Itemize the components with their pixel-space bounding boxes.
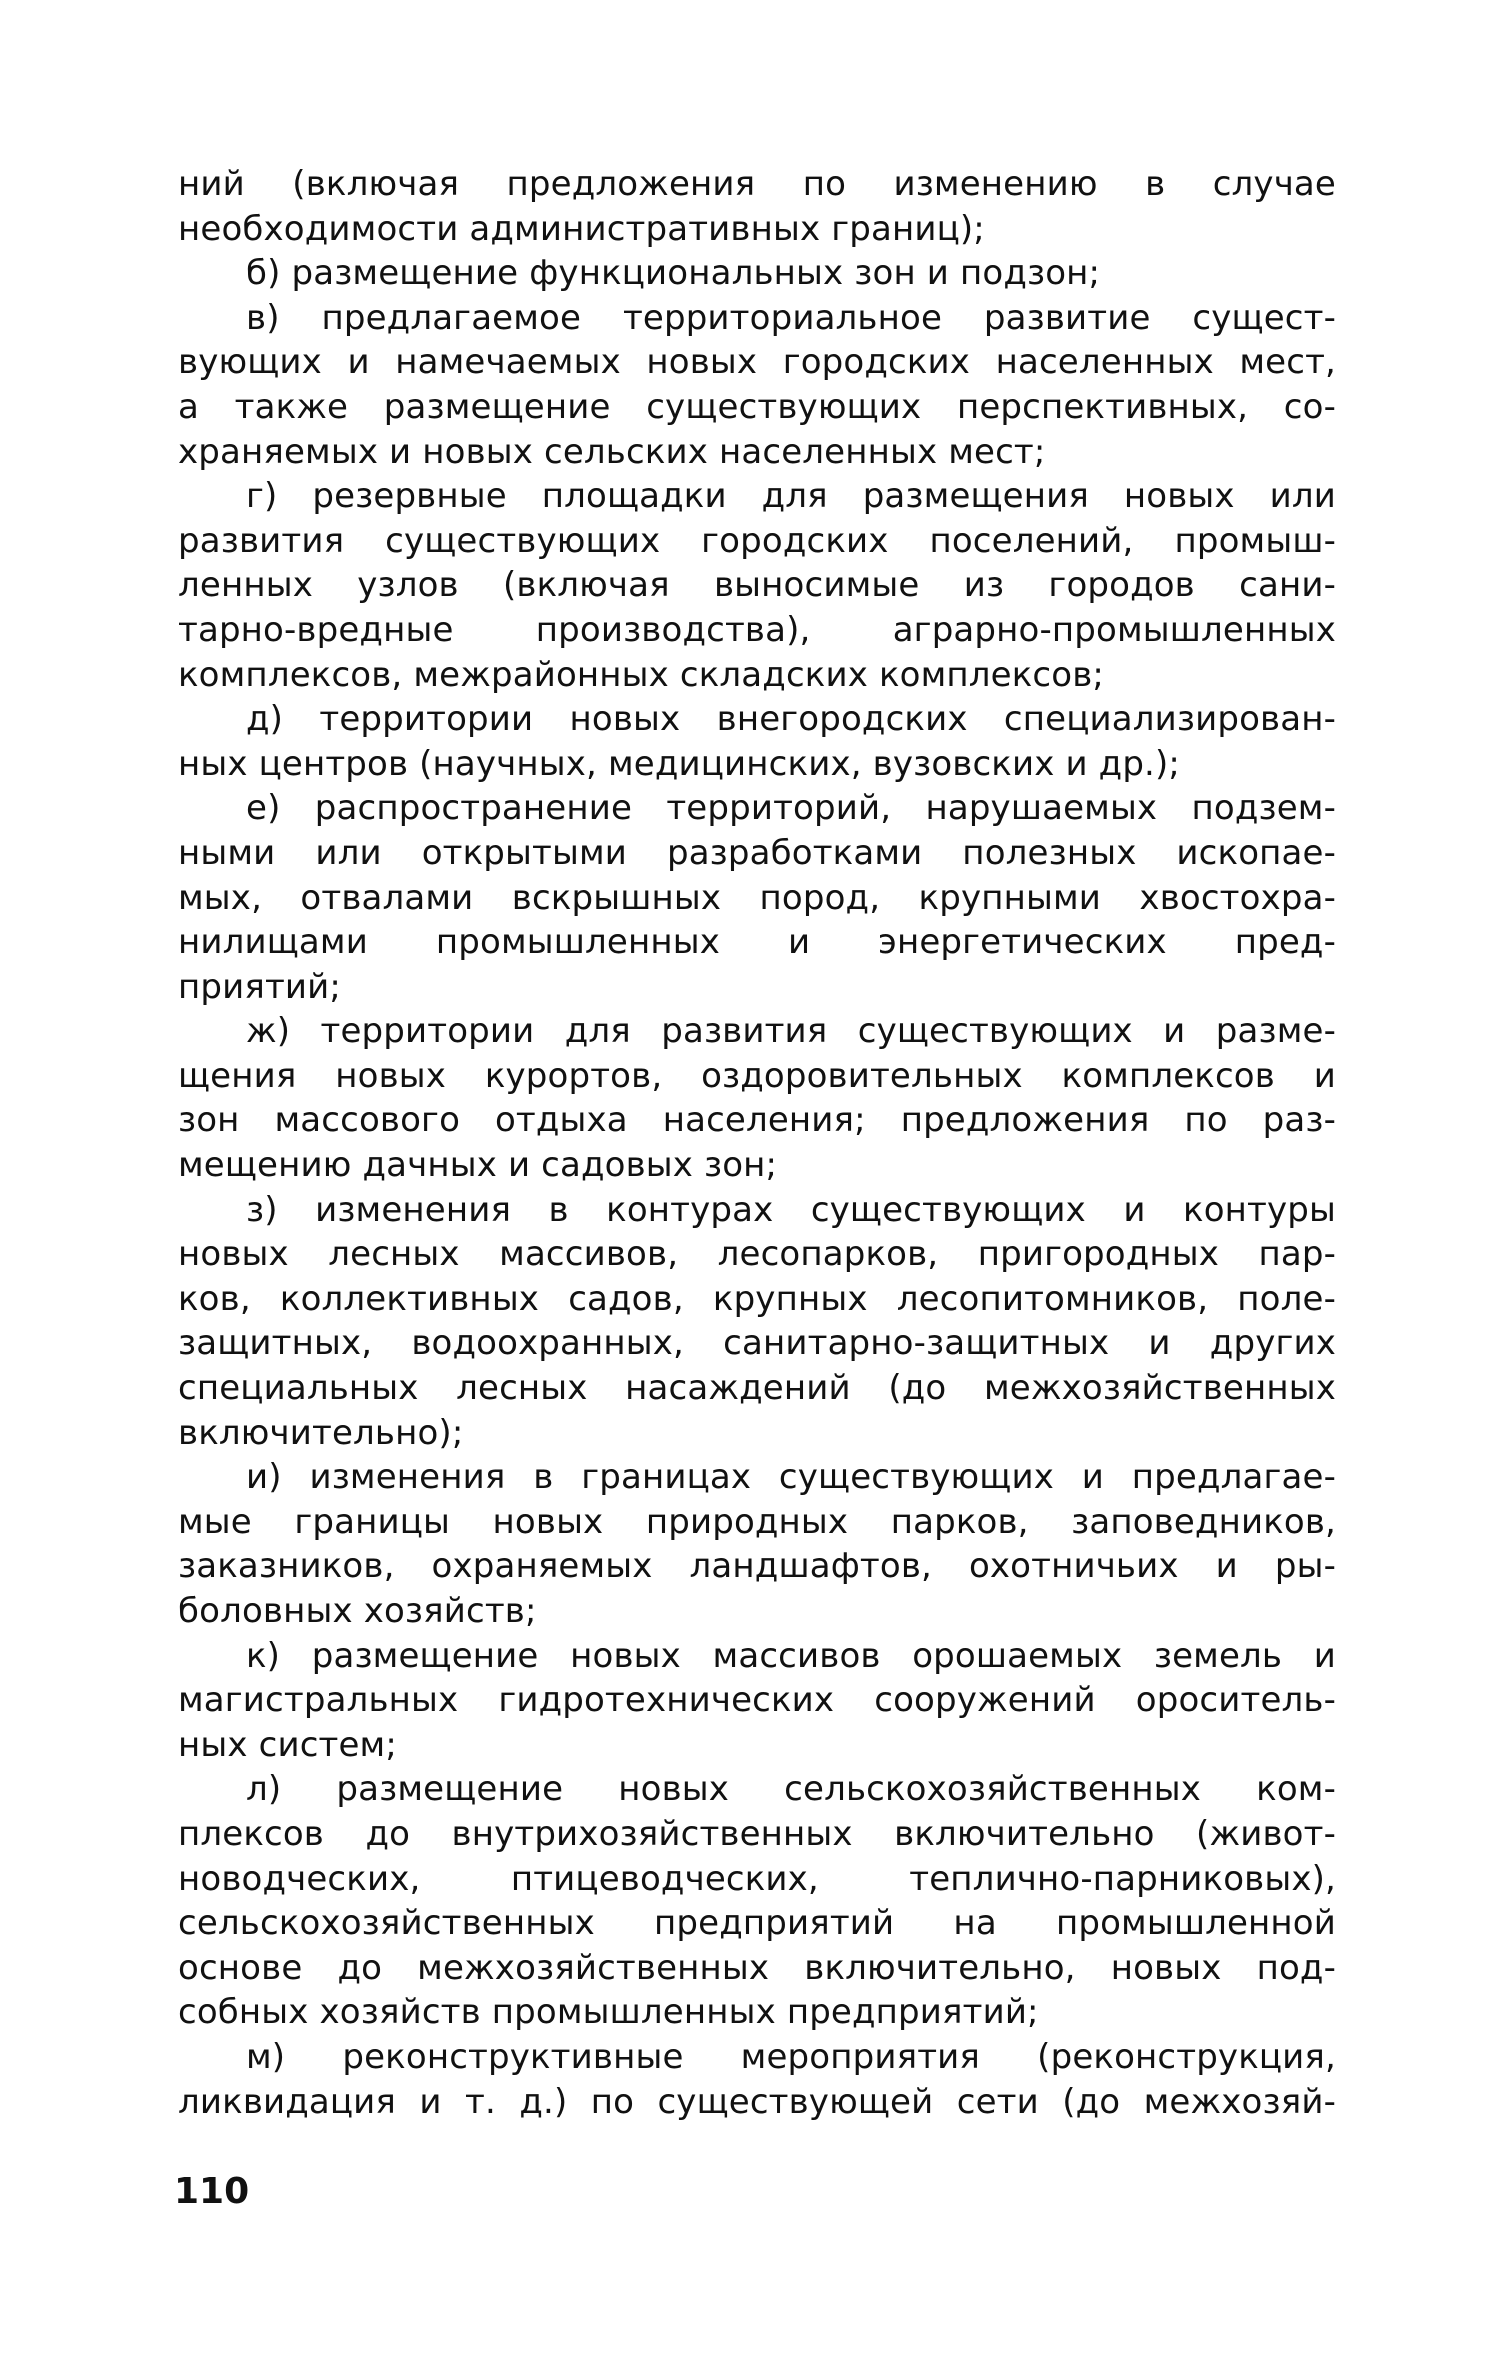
text-line: л) размещение новых сельскохозяйственных ком- bbox=[246, 1769, 1336, 1810]
text-line: зон массового отдыха населения; предложения по раз- bbox=[178, 1100, 1336, 1141]
text-line: боловных хозяйств; bbox=[178, 1591, 537, 1631]
text-line: развития существующих городских поселений, промыш- bbox=[178, 520, 1336, 561]
text-line: сельскохозяйственных предприятий на промышленной bbox=[178, 1903, 1336, 1944]
text-line: специальных лесных насаждений (до межхозяйственных bbox=[178, 1368, 1336, 1409]
text-line: заказников, охраняемых ландшафтов, охотничьих и ры- bbox=[178, 1546, 1336, 1587]
text-line: ж) территории для развития существующих и разме- bbox=[246, 1011, 1336, 1052]
text-line: ков, коллективных садов, крупных лесопитомников, поле- bbox=[178, 1278, 1336, 1319]
text-line: и) изменения в границах существующих и предлагае- bbox=[246, 1457, 1336, 1498]
text-line: ными или открытыми разработками полезных ископае- bbox=[178, 832, 1336, 873]
text-line: тарно-вредные производства), аграрно-промышленных bbox=[178, 609, 1336, 650]
text-line: ний (включая предложения по изменению в случае bbox=[178, 164, 1336, 204]
text-line: необходимости административных границ); bbox=[178, 208, 985, 249]
text-line: мые границы новых природных парков, заповедников, bbox=[178, 1501, 1336, 1542]
text-line: ленных узлов (включая выносимые из городов сани- bbox=[178, 565, 1336, 606]
text-line: д) территории новых внегородских специализирован- bbox=[246, 699, 1336, 740]
text-line: храняемых и новых сельских населенных мест; bbox=[178, 431, 1046, 472]
text-line: б) размещение функциональных зон и подзон; bbox=[246, 253, 1101, 294]
text-line: собных хозяйств промышленных предприятий; bbox=[178, 1992, 1039, 2033]
text-line: а также размещение существующих перспективных, со- bbox=[178, 386, 1336, 427]
text-line: в) предлагаемое территориальное развитие сущест- bbox=[246, 297, 1336, 338]
text-line: плексов до внутрихозяйственных включительно (живот- bbox=[178, 1813, 1336, 1854]
text-line: новодческих, птицеводческих, теплично-парниковых), bbox=[178, 1858, 1336, 1899]
text-line: ных систем; bbox=[178, 1724, 397, 1765]
page-number: 110 bbox=[174, 2171, 250, 2212]
text-line: магистральных гидротехнических сооружений ороситель- bbox=[178, 1680, 1336, 1721]
text-line: ных центров (научных, медицинских, вузовских и др.); bbox=[178, 743, 1181, 784]
text-line: вующих и намечаемых новых городских населенных мест, bbox=[178, 342, 1336, 383]
text-line: е) распространение территорий, нарушаемых подзем- bbox=[246, 788, 1336, 829]
text-line: з) изменения в контурах существующих и контуры bbox=[246, 1189, 1336, 1230]
text-line: г) резервные площадки для размещения новых или bbox=[246, 476, 1336, 517]
text-line: мещению дачных и садовых зон; bbox=[178, 1145, 778, 1186]
text-line: мых, отвалами вскрышных пород, крупными хвостохра- bbox=[178, 877, 1336, 918]
text-line: новых лесных массивов, лесопарков, пригородных пар- bbox=[178, 1234, 1336, 1275]
text-line: приятий; bbox=[178, 966, 342, 1007]
text-line: м) реконструктивные мероприятия (реконструкция, bbox=[246, 2036, 1336, 2077]
body-text bbox=[178, 162, 1336, 2124]
text-line: комплексов, межрайонных складских комплексов; bbox=[178, 654, 1104, 695]
text-line: основе до межхозяйственных включительно, новых под- bbox=[178, 1947, 1336, 1988]
text-line: к) размещение новых массивов орошаемых земель и bbox=[246, 1635, 1336, 1676]
text-line: включительно); bbox=[178, 1412, 464, 1453]
text-line: защитных, водоохранных, санитарно-защитных и других bbox=[178, 1323, 1336, 1364]
text-line: щения новых курортов, оздоровительных комплексов и bbox=[178, 1055, 1336, 1096]
text-line: нилищами промышленных и энергетических пред- bbox=[178, 922, 1336, 963]
text-line: ликвидация и т. д.) по существующей сети (до межхозяй- bbox=[178, 2081, 1336, 2122]
